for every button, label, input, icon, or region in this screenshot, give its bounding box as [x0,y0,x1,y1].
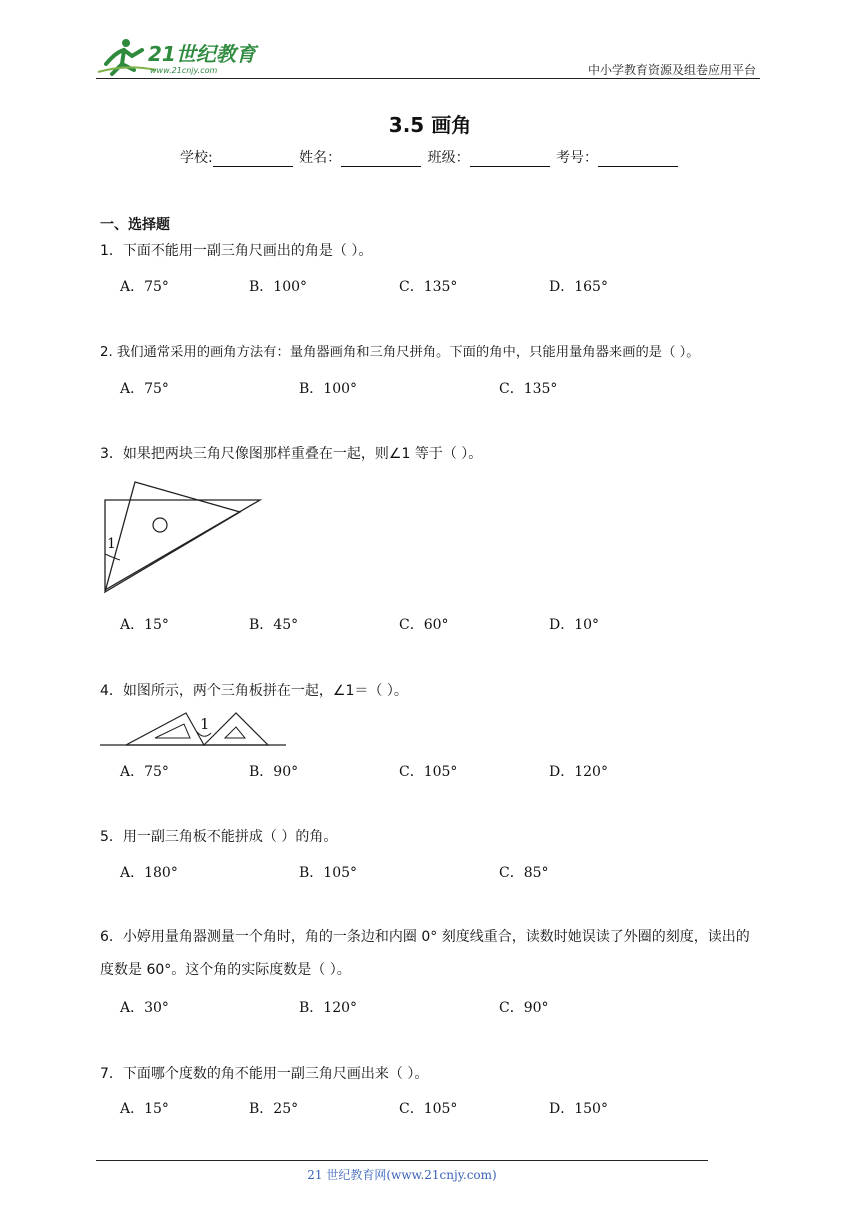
q1-option-d[interactable]: D．165° [549,279,608,295]
q3-overlapping-triangles-figure [100,480,266,596]
header-platform-text: 中小学教育资源及组卷应用平台 [587,63,756,77]
q4-option-d[interactable]: D．120° [549,764,608,780]
section-heading: 一、选择题 [100,217,170,233]
q7-option-c[interactable]: C．105° [399,1101,458,1117]
q1-option-b[interactable]: B．100° [249,279,308,295]
q4-option-a[interactable]: A．75° [120,764,169,780]
logo-text: 21世纪教育 [148,42,256,66]
logo-url: www.21cnjy.com [150,66,218,75]
q5-option-a[interactable]: A．180° [120,865,178,881]
q4-two-triangles-figure [100,707,290,749]
q2-option-b[interactable]: B．100° [299,381,358,397]
question-7: 7．下面哪个度数的角不能用一副三角尺画出来（ ）。 [100,1066,429,1082]
q6-option-b[interactable]: B．120° [299,1000,358,1016]
question-3: 3．如果把两块三角尺像图那样重叠在一起，则∠1 等于（ ）。 [100,446,483,462]
class-blank[interactable] [470,152,550,167]
site-logo [96,34,266,78]
class-label: 班级： [427,150,470,166]
q6-option-a[interactable]: A．30° [120,1000,169,1016]
q1-option-a[interactable]: A．75° [120,279,169,295]
footer-divider [96,1160,708,1161]
q5-option-c[interactable]: C．85° [499,865,549,881]
school-blank[interactable] [213,152,293,167]
q4-option-c[interactable]: C．105° [399,764,458,780]
question-4: 4．如图所示，两个三角板拼在一起，∠1＝（ ）。 [100,683,408,699]
q2-option-c[interactable]: C．135° [499,381,558,397]
number-label: 考号： [556,150,599,166]
q7-option-a[interactable]: A．15° [120,1101,169,1117]
q4-option-b[interactable]: B．90° [249,764,299,780]
q5-option-b[interactable]: B．105° [299,865,358,881]
school-label: 学校: [179,150,213,166]
name-label: 姓名： [299,150,342,166]
q3-angle-label: 1 [107,536,116,552]
q3-option-b[interactable]: B．45° [249,617,299,633]
question-5: 5．用一副三角板不能拼成（ ）的角。 [100,829,338,845]
page-title: 3.5 画角 [388,113,472,137]
number-blank[interactable] [598,152,678,167]
q6-option-c[interactable]: C．90° [499,1000,549,1016]
footer-link[interactable]: 21 世纪教育网(www.21cnjy.com) [307,1168,497,1182]
header-divider [96,78,760,79]
q2-option-a[interactable]: A．75° [120,381,169,397]
q1-option-c[interactable]: C．135° [399,279,458,295]
q3-option-a[interactable]: A．15° [120,617,169,633]
q3-option-c[interactable]: C．60° [399,617,449,633]
q3-option-d[interactable]: D．10° [549,617,600,633]
q7-option-b[interactable]: B．25° [249,1101,299,1117]
student-info-line [0,147,860,167]
q7-option-d[interactable]: D．150° [549,1101,608,1117]
name-blank[interactable] [341,152,421,167]
question-2: 2. 我们通常采用的画角方法有：量角器画角和三角尺拼角。下面的角中，只能用量角器来画的是（ ）。 [100,345,700,360]
q4-angle-label: 1 [200,715,210,733]
question-6: 6．小婷用量角器测量一个角时，角的一条边和内圈 0° 刻度线重合，读数时她误读了外圈的刻度，读出的度数是 60°。这个角的实际度数是（ ）。 [100,929,750,978]
question-1: 1．下面不能用一副三角尺画出的角是（ ）。 [100,243,373,259]
